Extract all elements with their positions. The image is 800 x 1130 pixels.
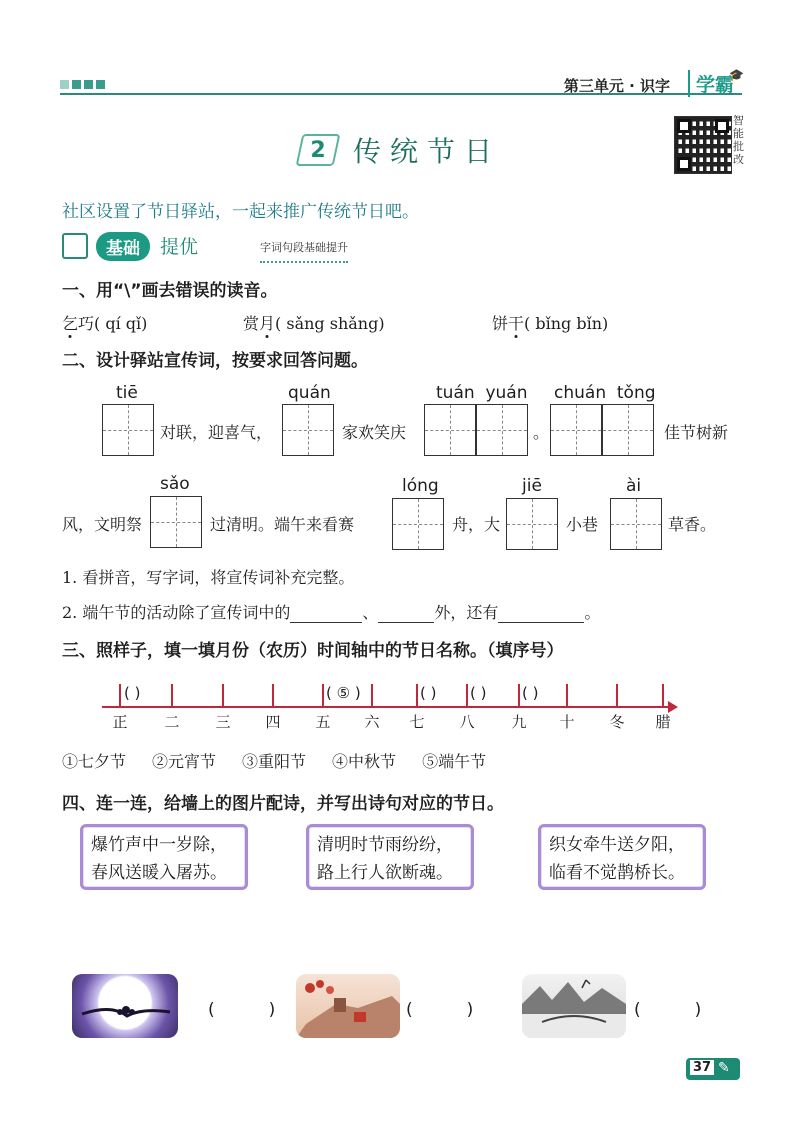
timeline-blank[interactable]: ( ) xyxy=(522,684,539,702)
month-label: 九 xyxy=(511,713,527,731)
pinyin-sao: sǎo xyxy=(160,474,190,494)
month-label: 冬 xyxy=(609,713,625,731)
poem-line: 临看不觉鹊桥长。 xyxy=(549,863,685,883)
timeline-blank[interactable]: ( ) xyxy=(124,684,141,702)
dotted-char: 月 xyxy=(259,311,275,334)
month-label: 七 xyxy=(409,713,425,731)
moon-festival-image[interactable] xyxy=(72,974,178,1038)
q2-sub-2 xyxy=(62,600,600,623)
answer-paren[interactable]: ( ) xyxy=(634,1000,702,1020)
answer-blank[interactable] xyxy=(378,604,434,623)
writing-box[interactable] xyxy=(476,404,528,456)
timeline-tick xyxy=(466,684,468,707)
month-label: 正 xyxy=(112,713,128,731)
answer-paren[interactable]: ( ) xyxy=(208,1000,276,1020)
graduation-cap-icon: 🎓 xyxy=(729,68,744,82)
lesson-number: 2 xyxy=(299,134,337,166)
poem-line: 织女牵牛送夕阳， xyxy=(549,835,685,855)
month-label: 腊 xyxy=(655,713,671,731)
writing-box[interactable] xyxy=(102,404,154,456)
poem-line: 春风送暖入屠苏。 xyxy=(91,863,227,883)
writing-box[interactable] xyxy=(282,404,334,456)
unit-label: 第三单元 · 识字 xyxy=(563,77,670,95)
slogan-text: 对联，迎喜气， xyxy=(160,423,273,442)
option-item: ①七夕节 xyxy=(62,752,127,771)
timeline-tick xyxy=(322,684,324,707)
writing-box[interactable] xyxy=(150,496,202,548)
section-subtitle: 字词句段基础提升 xyxy=(260,239,348,263)
q1-item-3[interactable] xyxy=(492,311,608,334)
option-item: ③重阳节 xyxy=(242,752,307,771)
timeline-tick xyxy=(518,684,520,707)
writing-box[interactable] xyxy=(424,404,476,456)
qr-label: 智能批改 xyxy=(733,114,744,166)
section-title: 提优 xyxy=(160,236,199,258)
pinyin-choices: ( bǐng bǐn) xyxy=(524,314,609,333)
writing-box[interactable] xyxy=(610,498,662,550)
pinyin-chuantong: chuán tǒng xyxy=(554,383,656,403)
poem-line: 清明时节雨纷纷， xyxy=(317,835,453,855)
timeline-blank[interactable]: ( ) xyxy=(420,684,437,702)
pinyin-quan: quán xyxy=(288,383,331,403)
great-wall-image[interactable] xyxy=(296,974,400,1038)
option-item: ⑤端午节 xyxy=(422,752,487,771)
dotted-char: 乞 xyxy=(62,311,78,334)
slogan-text: 过清明。端午来看赛 xyxy=(210,515,355,534)
notebook-icon xyxy=(62,233,88,259)
q2-sub-1: 1. 看拼音，写字词，将宣传词补充完整。 xyxy=(62,568,355,587)
option-item: ④中秋节 xyxy=(332,752,397,771)
lesson-title-text: 传统节日 xyxy=(352,135,501,168)
slogan-text: 。 xyxy=(533,423,550,442)
question-4-heading: 四、连一连，给墙上的图片配诗，并写出诗句对应的节日。 xyxy=(62,794,504,814)
writing-box[interactable] xyxy=(602,404,654,456)
header-decoration xyxy=(60,80,105,89)
option-item: ②元宵节 xyxy=(152,752,217,771)
timeline-tick xyxy=(662,684,664,707)
q1-item-2[interactable] xyxy=(243,311,385,334)
slogan-text: 草香。 xyxy=(668,515,717,534)
pinyin-long: lóng xyxy=(402,476,439,496)
slogan-text: 舟，大 xyxy=(452,515,501,534)
slogan-text: 佳节树新 xyxy=(664,423,729,442)
ink-landscape-image[interactable] xyxy=(522,974,626,1038)
month-label: 二 xyxy=(164,713,180,731)
writing-box[interactable] xyxy=(392,498,444,550)
slogan-text: 风，文明祭 xyxy=(62,515,143,534)
question-1-heading: 一、用“\”画去错误的读音。 xyxy=(62,281,278,301)
pinyin-tuanyuan: tuán yuán xyxy=(436,383,528,403)
char: 赏 xyxy=(243,314,260,333)
answer-blank[interactable] xyxy=(498,604,584,623)
timeline-sample: ( ⑤ ) xyxy=(326,684,361,702)
timeline-tick xyxy=(416,684,418,707)
month-label: 八 xyxy=(459,713,475,731)
question-2-heading: 二、设计驿站宣传词，按要求回答问题。 xyxy=(62,351,368,371)
answer-paren[interactable]: ( ) xyxy=(406,1000,474,1020)
slogan-text: 家欢笑庆 xyxy=(342,423,407,442)
pinyin-ai: ài xyxy=(626,476,642,496)
question-3-heading: 三、照样子，填一填月份（农历）时间轴中的节日名称。（填序号） xyxy=(62,641,564,661)
brand-logo: 学霸 xyxy=(688,70,734,97)
festival-options xyxy=(62,749,512,772)
month-label: 五 xyxy=(315,713,331,731)
poem-line: 爆竹声中一岁除， xyxy=(91,835,227,855)
month-label: 三 xyxy=(215,713,231,731)
intro-text: 社区设置了节日驿站，一起来推广传统节日吧。 xyxy=(62,202,419,222)
slogan-text: 小巷 xyxy=(566,515,599,534)
timeline-blank[interactable]: ( ) xyxy=(470,684,487,702)
sub2-text: 、 xyxy=(362,603,379,622)
section-badge: 基础 xyxy=(96,232,150,261)
char: 巧 xyxy=(78,314,95,333)
q1-item-1[interactable] xyxy=(62,311,147,334)
sub2-text: 。 xyxy=(584,603,601,622)
timeline-tick xyxy=(371,684,373,707)
timeline-tick xyxy=(222,684,224,707)
pinyin-jie: jiē xyxy=(522,476,542,496)
poem-line: 路上行人欲断魂。 xyxy=(317,863,453,883)
writing-box[interactable] xyxy=(506,498,558,550)
poem-card[interactable] xyxy=(538,824,706,890)
pinyin-tie: tiē xyxy=(116,383,138,403)
month-label: 六 xyxy=(364,713,380,731)
month-label: 四 xyxy=(265,713,281,731)
pencil-icon: ✎ xyxy=(718,1060,730,1076)
poem-card[interactable] xyxy=(80,824,248,890)
dotted-char: 干 xyxy=(508,311,524,334)
timeline-axis xyxy=(102,706,670,708)
month-label: 十 xyxy=(559,713,575,731)
sub2-text: 2. 端午节的活动除了宣传词中的 xyxy=(62,603,291,622)
timeline-tick xyxy=(119,684,121,707)
page-number: 37 xyxy=(690,1060,714,1075)
timeline-tick xyxy=(272,684,274,707)
answer-blank[interactable] xyxy=(290,604,362,623)
pinyin-choices: ( qí qǐ) xyxy=(94,314,148,333)
qr-code-icon[interactable] xyxy=(674,116,732,174)
char: 饼 xyxy=(492,314,509,333)
poem-card[interactable] xyxy=(306,824,474,890)
timeline-tick xyxy=(171,684,173,707)
sub2-text: 外，还有 xyxy=(434,603,499,622)
timeline-tick xyxy=(616,684,618,707)
timeline-tick xyxy=(566,684,568,707)
pinyin-choices: ( sǎng shǎng) xyxy=(275,314,385,333)
writing-box[interactable] xyxy=(550,404,602,456)
